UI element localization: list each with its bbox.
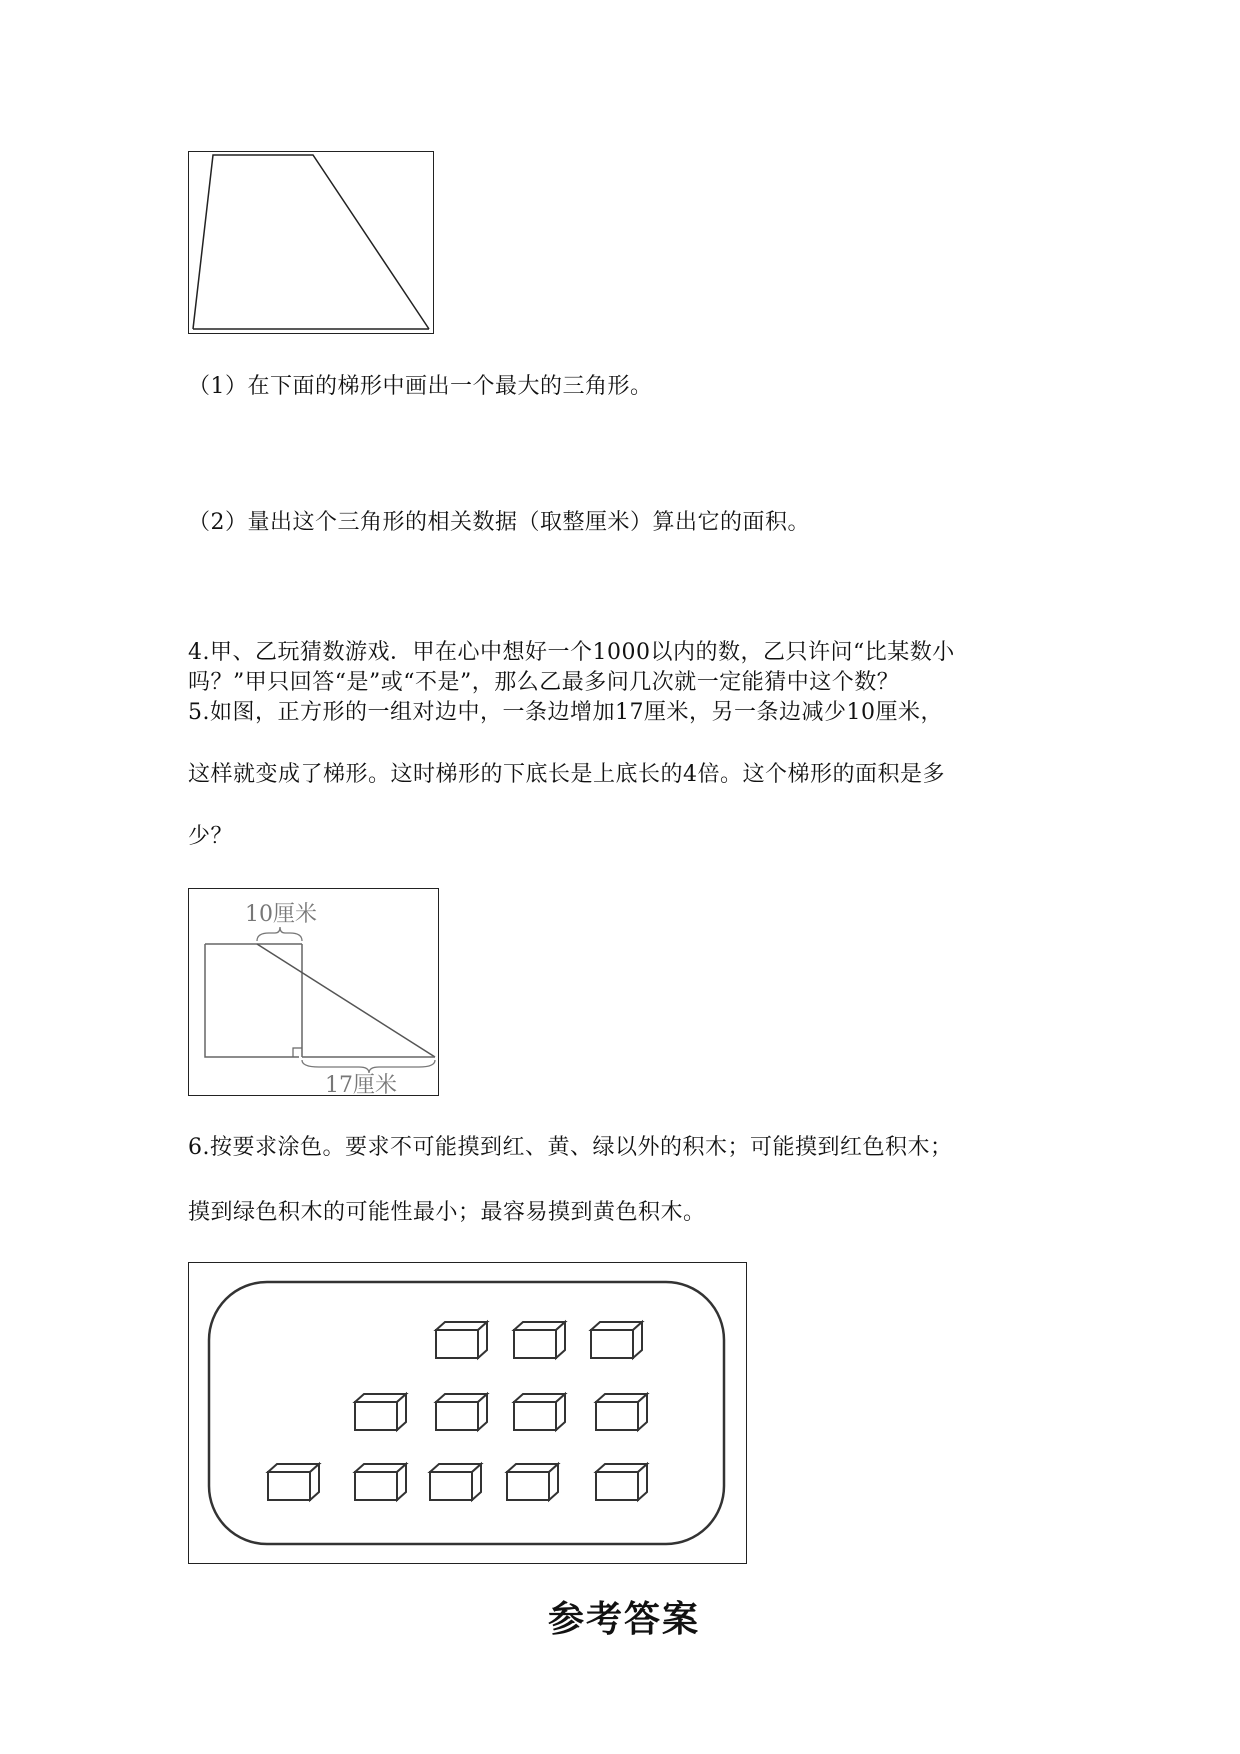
block-7 [596, 1394, 647, 1430]
q6-text-line2: 摸到绿色积木的可能性最小；最容易摸到黄色积木。 [188, 1200, 706, 1225]
block-5 [436, 1394, 487, 1430]
block-10 [430, 1464, 481, 1500]
block-3 [591, 1322, 642, 1358]
label-10cm: 10厘米 [245, 902, 317, 927]
q5-text-line1: 5.如图，正方形的一组对边中，一条边增加17厘米，另一条边减少10厘米， [188, 700, 943, 725]
q3-part2-text: （2）量出这个三角形的相关数据（取整厘米）算出它的面积。 [188, 510, 810, 535]
q6-text-line1: 6.按要求涂色。要求不可能摸到红、黄、绿以外的积木；可能摸到红色积木； [188, 1135, 953, 1160]
trapezoid-drawing [189, 152, 432, 332]
q4-text-line1: 4.甲、乙玩猜数游戏．甲在心中想好一个1000以内的数，乙只许问“比某数小 [188, 640, 955, 665]
square-trapezoid-figure [188, 888, 439, 1096]
blocks-drawing [189, 1263, 745, 1562]
block-8 [268, 1464, 319, 1500]
block-11 [507, 1464, 558, 1500]
answer-section-title: 参考答案 [548, 1599, 701, 1640]
blocks-figure [188, 1262, 747, 1564]
block-2 [514, 1322, 565, 1358]
q5-text-line3: 少？ [188, 824, 234, 849]
block-4 [355, 1394, 406, 1430]
q3-part1-text: （1）在下面的梯形中画出一个最大的三角形。 [188, 374, 653, 399]
q5-text-line2: 这样就变成了梯形。这时梯形的下底长是上底长的4倍。这个梯形的面积是多 [188, 762, 945, 787]
trapezoid-figure [188, 151, 434, 334]
q4-text-line2: 吗？”甲只回答“是”或“不是”，那么乙最多问几次就一定能猜中这个数？ [188, 670, 900, 695]
block-6 [514, 1394, 565, 1430]
label-17cm: 17厘米 [325, 1073, 397, 1094]
block-1 [436, 1322, 487, 1358]
square-trapezoid-drawing [189, 889, 437, 1094]
block-9 [355, 1464, 406, 1500]
block-12 [596, 1464, 647, 1500]
